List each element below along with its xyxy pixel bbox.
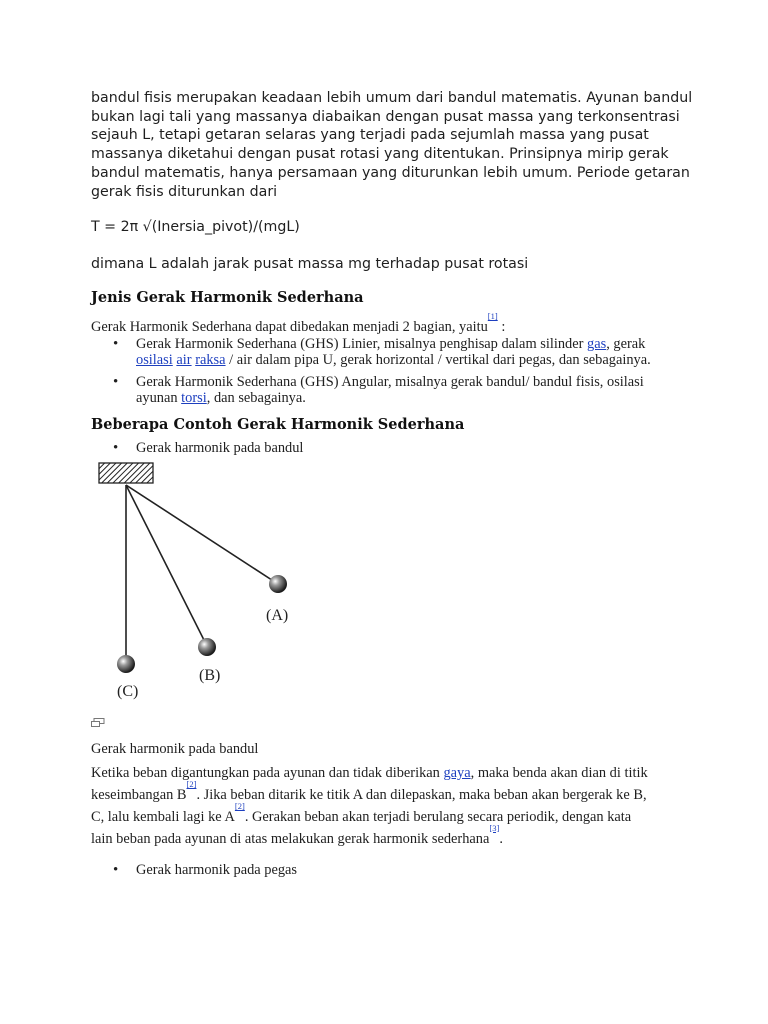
label-c: (C) <box>117 683 139 700</box>
section-heading-contoh: Beberapa Contoh Gerak Harmonik Sederhana <box>91 416 465 433</box>
link-raksa[interactable]: raksa <box>195 352 226 368</box>
intro-paragraph <box>91 89 692 201</box>
bob-a <box>269 575 287 593</box>
label-b: (B) <box>199 667 221 684</box>
reference-link-3[interactable]: [3] <box>489 822 500 833</box>
reference-link-1[interactable]: [1] <box>487 311 498 321</box>
section-heading-jenis: Jenis Gerak Harmonik Sederhana <box>91 289 364 306</box>
bob-b <box>198 638 216 656</box>
list-item: • Gerak harmonik pada pegas <box>91 862 297 878</box>
link-air[interactable]: air <box>176 352 192 368</box>
ghs-types-list <box>91 336 691 406</box>
pivot-support <box>99 463 153 483</box>
pendulum-figure <box>90 460 320 710</box>
reference-link-2b[interactable]: [2] <box>234 800 245 811</box>
intro-line: bandul fisis merupakan keadaan lebih umum dari bandul matematis. Ayunan bandul <box>91 90 693 106</box>
bob-c <box>117 655 135 673</box>
string-b <box>126 485 207 646</box>
intro-line: bandul matematis, hanya persamaan yang diturunkan lebih umum. Periode getaran <box>91 164 690 181</box>
intro-line: sejauh L, tetapi getaran selaras yang terjadi pada sejumlah massa yang pusat <box>91 127 649 144</box>
string-a <box>126 485 278 584</box>
list-item: • Gerak harmonik pada bandul <box>91 440 303 456</box>
list-item: • Gerak Harmonik Sederhana (GHS) Angular, misalnya gerak bandul/ bandul fisis, osilasi ayunan torsi, dan sebagainya. <box>91 374 691 406</box>
example-list-pendulum <box>91 440 303 456</box>
label-a: (A) <box>266 607 289 624</box>
list-item: • Gerak Harmonik Sederhana (GHS) Linier, misalnya penghisap dalam silinder gas, gerak osilasi air raksa / air dalam pipa U, gerak horizontal / vertikal dari pegas, dan sebagainya. <box>91 336 691 368</box>
example-list-spring <box>91 862 297 878</box>
link-torsi[interactable]: torsi <box>181 390 207 406</box>
figure-caption: Gerak harmonik pada bandul <box>91 741 259 757</box>
link-gaya[interactable]: gaya <box>443 765 471 781</box>
pendulum-paragraph: Ketika beban digantungkan pada ayunan dan tidak diberikan gaya, maka benda akan dian di titik keseimbangan B[2]. Jika beban ditarik ke titik A dan dilepaskan, maka beban akan bergerak ke B, C, lalu kembali lagi ke A[2]. Gerakan beban akan terjadi berulang secara periodik, dengan kata lain beban pada ayunan di atas melakukan gerak harmonik sederhana[3]. <box>91 765 648 847</box>
section1-intro: Gerak Harmonik Sederhana dapat dibedakan menjadi 2 bagian, yaitu[1] : <box>91 311 506 335</box>
intro-line: massanya diketahui dengan pusat rotasi yang ditentukan. Prinsipnya mirip gerak <box>91 146 669 163</box>
link-osilasi[interactable]: osilasi <box>136 352 173 368</box>
reference-link-2[interactable]: [2] <box>186 779 197 789</box>
period-formula: T = 2π √(Inersia_pivot)/(mgL) <box>91 219 300 235</box>
intro-line: bukan lagi tali yang massanya diabaikan dengan pusat massa yang terkonsentrasi <box>91 108 680 125</box>
image-icon[interactable] <box>91 718 105 728</box>
intro-line: gerak fisis diturunkan dari <box>91 183 278 200</box>
link-gas[interactable]: gas <box>587 336 607 352</box>
formula-explanation: dimana L adalah jarak pusat massa mg terhadap pusat rotasi <box>91 256 529 272</box>
